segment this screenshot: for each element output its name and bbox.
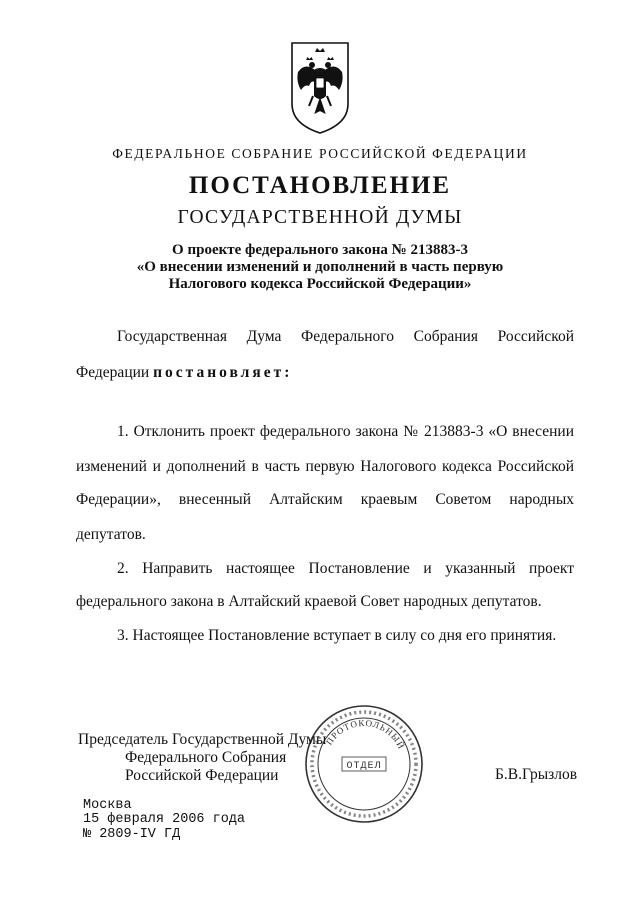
coat-of-arms-icon xyxy=(289,40,351,136)
parliament-name: ФЕДЕРАЛЬНОЕ СОБРАНИЕ РОССИЙСКОЙ ФЕДЕРАЦИИ xyxy=(112,146,528,161)
paragraph-1-line: изменений и дополнений в часть первую Налогового кодекса Российской xyxy=(76,458,574,475)
svg-text:ПРОТОКОЛЬНЫЙ xyxy=(324,718,407,751)
signer-title-line: Российской Федерации xyxy=(125,767,279,784)
paragraph-1-line: Федерации», внесенный Алтайским краевым Советом народных xyxy=(76,491,574,508)
document-type-title: ПОСТАНОВЛЕНИЕ xyxy=(188,172,452,199)
subject-line: Налогового кодекса Российской Федерации» xyxy=(168,276,472,292)
issue-date: 15 февраля 2006 года xyxy=(83,812,246,827)
stamp-ring-text: ПРОТОКОЛЬНЫЙ xyxy=(323,717,407,752)
intro-line xyxy=(76,364,292,382)
official-stamp xyxy=(302,702,426,826)
subject-line: «О внесении изменений и дополнений в часть первую xyxy=(136,259,504,275)
signer-title-line: Председатель Государственной Думы xyxy=(78,731,327,748)
document-issuer: ГОСУДАРСТВЕННОЙ ДУМЫ xyxy=(177,207,463,228)
stamp-center-text: ОТДЕЛ xyxy=(346,761,382,772)
document-number: № 2809-IV ГД xyxy=(83,827,181,842)
resolves-keyword: постановляет: xyxy=(153,364,293,381)
paragraph-2-line: 2. Направить настоящее Постановление и указанный проект xyxy=(117,560,574,577)
signer-title-line: Федерального Собрания xyxy=(125,749,287,766)
paragraph-3-line: 3. Настоящее Постановление вступает в силу со дня его принятия. xyxy=(117,627,557,644)
subject-line: О проекте федерального закона № 213883-3 xyxy=(172,242,468,258)
intro-line: Государственная Дума Федерального Собрания Российской xyxy=(117,328,574,345)
signer-name: Б.В.Грызлов xyxy=(495,766,578,783)
issue-place: Москва xyxy=(83,798,132,813)
paragraph-1-line: 1. Отклонить проект федерального закона № 213883-3 «О внесении xyxy=(117,423,574,440)
intro-text: Федерации xyxy=(76,364,154,381)
paragraph-1-line: депутатов. xyxy=(76,526,146,543)
paragraph-2-line: федерального закона в Алтайский краевой Совет народных депутатов. xyxy=(76,593,542,610)
